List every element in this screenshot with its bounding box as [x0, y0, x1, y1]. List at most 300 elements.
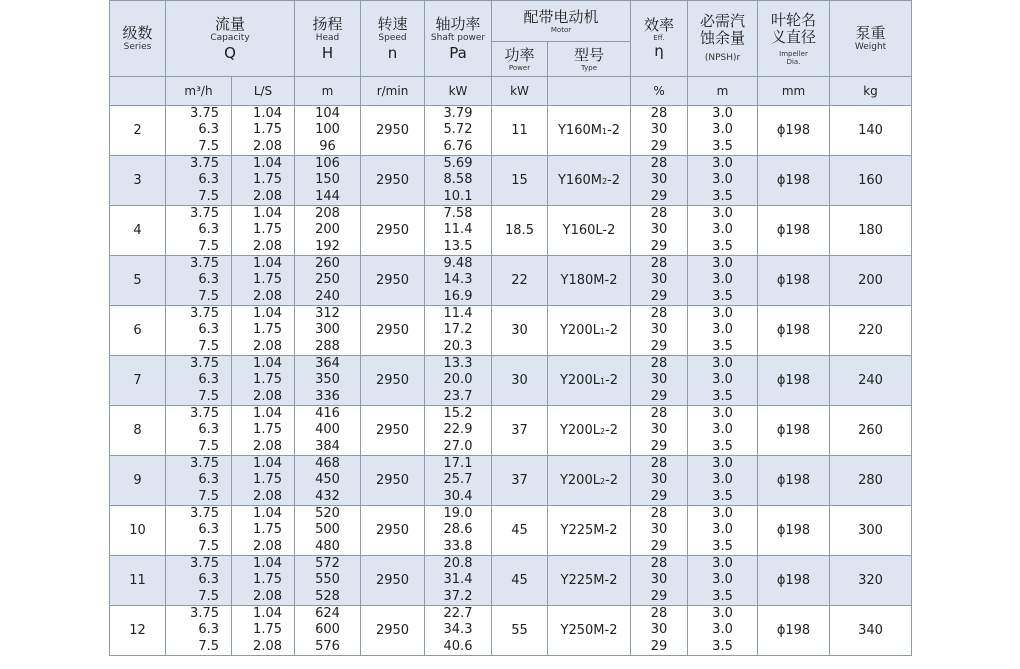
cell-efficiency-value: 30 — [650, 122, 668, 138]
header-shaft-sym: Pa — [449, 43, 467, 62]
cell-npsh-value: 3.5 — [712, 588, 733, 604]
cell-impeller: ϕ198 — [758, 606, 830, 656]
cell-capacity-m3h — [166, 456, 232, 506]
cell-npsh — [688, 256, 758, 306]
cell-impeller: ϕ198 — [758, 506, 830, 556]
motor-type-suffix: -2 — [602, 223, 616, 238]
cell-npsh-value: 3.0 — [712, 372, 733, 388]
cell-weight: 160 — [830, 156, 912, 206]
header-capacity-en: Capacity — [210, 32, 250, 43]
cell-shaft-power-value: 6.76 — [443, 138, 473, 154]
cell-series: 2 — [110, 106, 166, 156]
cell-shaft-power-value: 14.3 — [443, 272, 473, 288]
unit-capacity-m3h: m³/h — [166, 77, 232, 106]
cell-head-value: 576 — [315, 638, 340, 654]
cell-capacity-ls — [232, 506, 295, 556]
cell-efficiency-value: 28 — [650, 356, 668, 372]
cell-weight: 320 — [830, 556, 912, 606]
cell-weight: 140 — [830, 106, 912, 156]
cell-efficiency-value: 28 — [650, 306, 668, 322]
cell-npsh-value: 3.0 — [712, 522, 733, 538]
motor-type-subscript: 2 — [601, 177, 608, 186]
cell-series: 4 — [110, 206, 166, 256]
header-eff-en: Eff. — [653, 34, 665, 42]
cell-capacity-ls-value: 1.04 — [253, 156, 282, 172]
header-head-zh: 扬程 — [312, 14, 343, 33]
cell-capacity-ls-value: 1.04 — [253, 256, 282, 272]
cell-capacity-ls — [232, 306, 295, 356]
cell-efficiency-value: 28 — [650, 506, 668, 522]
cell-capacity-m3h-value: 6.3 — [198, 372, 219, 388]
motor-type-model: Y200L — [559, 373, 600, 388]
cell-efficiency-value: 30 — [650, 622, 668, 638]
cell-capacity-m3h-value: 3.75 — [190, 556, 219, 572]
header-type-zh: 型号 — [574, 45, 605, 64]
cell-capacity-ls-value: 1.75 — [253, 572, 282, 588]
cell-shaft-power-value: 19.0 — [443, 506, 473, 522]
unit-speed: r/min — [361, 77, 425, 106]
cell-impeller: ϕ198 — [758, 356, 830, 406]
cell-capacity-m3h-value: 3.75 — [190, 156, 219, 172]
header-power-en: Power — [508, 63, 531, 72]
cell-capacity-m3h-value: 7.5 — [198, 638, 219, 654]
cell-efficiency-value: 28 — [650, 606, 668, 622]
cell-npsh-value: 3.5 — [712, 238, 733, 254]
cell-shaft-power — [425, 556, 492, 606]
header-eff-sym: η — [654, 42, 664, 60]
cell-capacity-m3h-value: 3.75 — [190, 456, 219, 472]
cell-head-value: 96 — [319, 138, 336, 154]
header-speed — [361, 1, 425, 77]
cell-capacity-m3h-value: 3.75 — [190, 406, 219, 422]
cell-capacity-m3h — [166, 556, 232, 606]
table-row — [110, 106, 912, 156]
cell-efficiency-value: 30 — [650, 272, 668, 288]
motor-type-suffix: -2 — [604, 273, 618, 288]
cell-weight: 220 — [830, 306, 912, 356]
cell-shaft-power-value: 17.1 — [443, 456, 473, 472]
cell-capacity-m3h — [166, 106, 232, 156]
motor-type-model: Y200L — [559, 423, 600, 438]
cell-shaft-power — [425, 156, 492, 206]
cell-speed: 2950 — [361, 556, 425, 606]
cell-capacity-ls-value: 1.75 — [253, 622, 282, 638]
cell-head-value: 432 — [315, 488, 340, 504]
cell-efficiency-value: 28 — [650, 256, 668, 272]
cell-motor-power: 45 — [492, 506, 548, 556]
cell-shaft-power-value: 30.4 — [443, 488, 473, 504]
cell-capacity-m3h-value: 6.3 — [198, 622, 219, 638]
cell-capacity-ls-value: 1.04 — [253, 106, 282, 122]
cell-efficiency-value: 29 — [650, 338, 668, 354]
cell-head-value: 384 — [315, 438, 340, 454]
cell-capacity-ls — [232, 456, 295, 506]
cell-impeller: ϕ198 — [758, 206, 830, 256]
cell-series: 8 — [110, 406, 166, 456]
cell-series: 12 — [110, 606, 166, 656]
cell-speed: 2950 — [361, 456, 425, 506]
cell-head-value: 192 — [315, 238, 340, 254]
cell-head-value: 350 — [315, 372, 340, 388]
cell-efficiency-value: 30 — [650, 572, 668, 588]
cell-head-value: 150 — [315, 172, 340, 188]
cell-efficiency — [631, 506, 688, 556]
cell-speed: 2950 — [361, 406, 425, 456]
cell-impeller: ϕ198 — [758, 456, 830, 506]
cell-shaft-power — [425, 306, 492, 356]
header-series-en: Series — [123, 41, 152, 52]
cell-head-value: 500 — [315, 522, 340, 538]
cell-efficiency-value: 28 — [650, 156, 668, 172]
cell-capacity-ls-value: 2.08 — [253, 388, 282, 404]
cell-capacity-ls-value: 2.08 — [253, 138, 282, 154]
cell-capacity-ls-value: 1.75 — [253, 122, 282, 138]
cell-speed: 2950 — [361, 606, 425, 656]
table-row — [110, 606, 912, 656]
header-motor-power — [492, 42, 548, 77]
cell-shaft-power-value: 9.48 — [443, 256, 473, 272]
cell-head-value: 240 — [315, 288, 340, 304]
motor-type-model: Y250M — [560, 623, 605, 638]
cell-impeller: ϕ198 — [758, 306, 830, 356]
cell-capacity-m3h-value: 6.3 — [198, 322, 219, 338]
cell-capacity-m3h-value: 7.5 — [198, 238, 219, 254]
unit-series — [110, 77, 166, 106]
cell-capacity-ls-value: 1.04 — [253, 406, 282, 422]
cell-efficiency — [631, 356, 688, 406]
cell-capacity-ls-value: 2.08 — [253, 538, 282, 554]
motor-type-model: Y160M — [557, 173, 602, 188]
cell-head-value: 288 — [315, 338, 340, 354]
cell-efficiency — [631, 606, 688, 656]
cell-capacity-m3h-value: 3.75 — [190, 306, 219, 322]
cell-npsh-value: 3.5 — [712, 438, 733, 454]
cell-capacity-ls-value: 1.75 — [253, 472, 282, 488]
cell-head — [295, 206, 361, 256]
cell-capacity-ls — [232, 156, 295, 206]
cell-efficiency — [631, 106, 688, 156]
motor-type-suffix: -2 — [605, 373, 619, 388]
cell-head — [295, 606, 361, 656]
motor-type-suffix: -2 — [604, 573, 618, 588]
cell-npsh-value: 3.5 — [712, 338, 733, 354]
cell-capacity-m3h-value: 6.3 — [198, 422, 219, 438]
cell-head-value: 450 — [315, 472, 340, 488]
table-row — [110, 456, 912, 506]
cell-shaft-power-value: 22.9 — [443, 422, 473, 438]
cell-shaft-power-value: 16.9 — [443, 288, 473, 304]
cell-shaft-power-value: 5.72 — [443, 122, 473, 138]
cell-capacity-m3h-value: 6.3 — [198, 472, 219, 488]
cell-npsh-value: 3.5 — [712, 388, 733, 404]
table-row — [110, 156, 912, 206]
motor-type-subscript: 2 — [599, 477, 606, 486]
cell-capacity-m3h-value: 7.5 — [198, 588, 219, 604]
cell-npsh — [688, 456, 758, 506]
cell-capacity-m3h-value: 7.5 — [198, 438, 219, 454]
cell-head — [295, 306, 361, 356]
cell-capacity-m3h-value: 6.3 — [198, 222, 219, 238]
cell-npsh-value: 3.0 — [712, 472, 733, 488]
cell-shaft-power-value: 17.2 — [443, 322, 473, 338]
header-shaft-zh: 轴功率 — [435, 14, 481, 33]
cell-motor-type — [548, 406, 631, 456]
table-body — [110, 106, 912, 656]
header-speed-sym: n — [387, 43, 398, 62]
cell-speed: 2950 — [361, 256, 425, 306]
cell-head-value: 104 — [315, 106, 340, 122]
cell-npsh-value: 3.0 — [712, 106, 733, 122]
cell-capacity-ls — [232, 106, 295, 156]
cell-motor-power: 37 — [492, 456, 548, 506]
cell-head-value: 336 — [315, 388, 340, 404]
cell-npsh-value: 3.5 — [712, 538, 733, 554]
motor-type-subscript: 2 — [599, 427, 606, 436]
cell-motor-type — [548, 606, 631, 656]
cell-capacity-m3h-value: 7.5 — [198, 538, 219, 554]
cell-npsh — [688, 106, 758, 156]
cell-shaft-power-value: 7.58 — [443, 206, 473, 222]
cell-efficiency-value: 29 — [650, 188, 668, 204]
motor-type-suffix: -2 — [604, 523, 618, 538]
cell-speed: 2950 — [361, 356, 425, 406]
cell-motor-power: 30 — [492, 306, 548, 356]
cell-efficiency-value: 30 — [650, 222, 668, 238]
header-motor — [492, 1, 631, 42]
cell-shaft-power — [425, 506, 492, 556]
header-series — [110, 1, 166, 77]
header-impeller — [758, 1, 830, 77]
unit-impeller: mm — [758, 77, 830, 106]
cell-capacity-m3h-value: 3.75 — [190, 206, 219, 222]
cell-capacity-ls-value: 2.08 — [253, 288, 282, 304]
cell-npsh-value: 3.5 — [712, 288, 733, 304]
unit-capacity-ls: L/S — [232, 77, 295, 106]
cell-motor-type — [548, 106, 631, 156]
cell-series: 10 — [110, 506, 166, 556]
cell-npsh — [688, 406, 758, 456]
motor-type-model: Y160L — [562, 223, 603, 238]
cell-npsh-value: 3.5 — [712, 188, 733, 204]
cell-shaft-power-value: 37.2 — [443, 588, 473, 604]
cell-capacity-ls-value: 1.04 — [253, 506, 282, 522]
cell-efficiency — [631, 156, 688, 206]
cell-motor-type — [548, 206, 631, 256]
cell-head-value: 106 — [315, 156, 340, 172]
cell-head — [295, 456, 361, 506]
cell-npsh — [688, 606, 758, 656]
cell-capacity-ls-value: 1.75 — [253, 422, 282, 438]
cell-speed: 2950 — [361, 156, 425, 206]
cell-capacity-ls-value: 2.08 — [253, 488, 282, 504]
cell-motor-power: 30 — [492, 356, 548, 406]
cell-motor-power: 55 — [492, 606, 548, 656]
motor-type-suffix: -2 — [605, 323, 619, 338]
table-header — [110, 1, 912, 106]
cell-capacity-m3h-value: 6.3 — [198, 522, 219, 538]
cell-efficiency-value: 28 — [650, 556, 668, 572]
cell-weight: 240 — [830, 356, 912, 406]
cell-capacity-m3h-value: 3.75 — [190, 506, 219, 522]
cell-head-value: 416 — [315, 406, 340, 422]
cell-npsh-value: 3.0 — [712, 172, 733, 188]
cell-capacity-m3h-value: 7.5 — [198, 288, 219, 304]
cell-efficiency-value: 28 — [650, 106, 668, 122]
cell-npsh — [688, 156, 758, 206]
cell-capacity-ls — [232, 556, 295, 606]
cell-efficiency-value: 30 — [650, 422, 668, 438]
unit-eff: % — [631, 77, 688, 106]
cell-efficiency — [631, 556, 688, 606]
cell-npsh-value: 3.0 — [712, 156, 733, 172]
cell-head-value: 260 — [315, 256, 340, 272]
cell-shaft-power — [425, 606, 492, 656]
table-row — [110, 356, 912, 406]
cell-shaft-power-value: 10.1 — [443, 188, 473, 204]
cell-efficiency — [631, 206, 688, 256]
cell-capacity-ls-value: 1.75 — [253, 172, 282, 188]
motor-type-model: Y225M — [560, 573, 605, 588]
cell-head-value: 300 — [315, 322, 340, 338]
cell-efficiency-value: 29 — [650, 588, 668, 604]
cell-efficiency — [631, 306, 688, 356]
cell-shaft-power-value: 22.7 — [443, 606, 473, 622]
cell-head-value: 364 — [315, 356, 340, 372]
motor-type-model: Y200L — [559, 473, 600, 488]
header-capacity-sym: Q — [224, 43, 236, 62]
header-speed-en: Speed — [378, 32, 407, 43]
cell-capacity-ls-value: 1.75 — [253, 522, 282, 538]
cell-npsh-value: 3.0 — [712, 322, 733, 338]
cell-npsh — [688, 556, 758, 606]
cell-capacity-ls-value: 2.08 — [253, 588, 282, 604]
cell-motor-type — [548, 256, 631, 306]
cell-speed: 2950 — [361, 306, 425, 356]
cell-capacity-ls-value: 1.04 — [253, 356, 282, 372]
cell-head-value: 208 — [315, 206, 340, 222]
cell-shaft-power-value: 33.8 — [443, 538, 473, 554]
cell-shaft-power-value: 23.7 — [443, 388, 473, 404]
cell-shaft-power-value: 15.2 — [443, 406, 473, 422]
cell-capacity-m3h — [166, 356, 232, 406]
cell-shaft-power-value: 31.4 — [443, 572, 473, 588]
cell-efficiency-value: 29 — [650, 288, 668, 304]
cell-capacity-m3h-value: 6.3 — [198, 172, 219, 188]
cell-efficiency-value: 29 — [650, 238, 668, 254]
cell-series: 3 — [110, 156, 166, 206]
header-weight-en: Weight — [854, 41, 887, 52]
table-row — [110, 406, 912, 456]
header-npsh-en: (NPSH)r — [704, 53, 741, 63]
header-efficiency — [631, 1, 688, 77]
cell-capacity-ls-value: 1.04 — [253, 306, 282, 322]
cell-head-value: 480 — [315, 538, 340, 554]
cell-series: 7 — [110, 356, 166, 406]
cell-npsh-value: 3.0 — [712, 122, 733, 138]
cell-shaft-power-value: 20.3 — [443, 338, 473, 354]
cell-head-value: 528 — [315, 588, 340, 604]
cell-shaft-power-value: 20.0 — [443, 372, 473, 388]
cell-capacity-ls-value: 1.04 — [253, 206, 282, 222]
cell-shaft-power-value: 27.0 — [443, 438, 473, 454]
header-speed-zh: 转速 — [377, 14, 408, 33]
table-row — [110, 306, 912, 356]
cell-npsh-value: 3.0 — [712, 406, 733, 422]
header-head-en: Head — [315, 32, 340, 43]
cell-capacity-ls — [232, 206, 295, 256]
cell-shaft-power — [425, 206, 492, 256]
cell-series: 5 — [110, 256, 166, 306]
cell-capacity-m3h-value: 7.5 — [198, 188, 219, 204]
cell-capacity-m3h — [166, 406, 232, 456]
cell-capacity-m3h — [166, 206, 232, 256]
cell-motor-power: 45 — [492, 556, 548, 606]
cell-efficiency-value: 30 — [650, 172, 668, 188]
cell-weight: 280 — [830, 456, 912, 506]
table-row — [110, 556, 912, 606]
cell-npsh — [688, 356, 758, 406]
cell-capacity-m3h — [166, 606, 232, 656]
cell-capacity-m3h-value: 7.5 — [198, 338, 219, 354]
cell-capacity-ls-value: 1.04 — [253, 606, 282, 622]
cell-series: 9 — [110, 456, 166, 506]
cell-series: 11 — [110, 556, 166, 606]
cell-motor-power: 15 — [492, 156, 548, 206]
cell-head — [295, 406, 361, 456]
motor-type-model: Y200L — [559, 323, 600, 338]
unit-power: kW — [492, 77, 548, 106]
header-capacity — [166, 1, 295, 77]
cell-npsh-value: 3.0 — [712, 622, 733, 638]
cell-npsh — [688, 306, 758, 356]
unit-head: m — [295, 77, 361, 106]
header-head — [295, 1, 361, 77]
header-motor-en: Motor — [550, 25, 572, 34]
cell-capacity-m3h-value: 3.75 — [190, 106, 219, 122]
cell-speed: 2950 — [361, 106, 425, 156]
cell-weight: 260 — [830, 406, 912, 456]
cell-head — [295, 506, 361, 556]
cell-speed: 2950 — [361, 206, 425, 256]
cell-capacity-m3h — [166, 156, 232, 206]
header-type-en: Type — [580, 63, 598, 72]
header-impeller-en1: Impeller — [779, 49, 808, 58]
cell-head — [295, 256, 361, 306]
cell-efficiency-value: 30 — [650, 522, 668, 538]
cell-motor-type — [548, 456, 631, 506]
cell-capacity-m3h-value: 6.3 — [198, 122, 219, 138]
cell-capacity-m3h — [166, 256, 232, 306]
cell-efficiency-value: 28 — [650, 406, 668, 422]
cell-efficiency-value: 30 — [650, 372, 668, 388]
table-row — [110, 206, 912, 256]
motor-type-subscript: 1 — [599, 327, 606, 336]
cell-shaft-power-value: 20.8 — [443, 556, 473, 572]
motor-type-model: Y160M — [557, 123, 602, 138]
header-shaft-en: Shaft power — [430, 32, 486, 43]
unit-type — [548, 77, 631, 106]
cell-shaft-power-value: 13.5 — [443, 238, 473, 254]
cell-head-value: 624 — [315, 606, 340, 622]
cell-npsh-value: 3.5 — [712, 638, 733, 654]
cell-shaft-power-value: 8.58 — [443, 172, 473, 188]
header-impeller-zh2: 义直径 — [771, 27, 817, 46]
cell-head-value: 100 — [315, 122, 340, 138]
cell-motor-power: 11 — [492, 106, 548, 156]
cell-motor-type — [548, 356, 631, 406]
cell-capacity-m3h-value: 7.5 — [198, 138, 219, 154]
cell-impeller: ϕ198 — [758, 406, 830, 456]
